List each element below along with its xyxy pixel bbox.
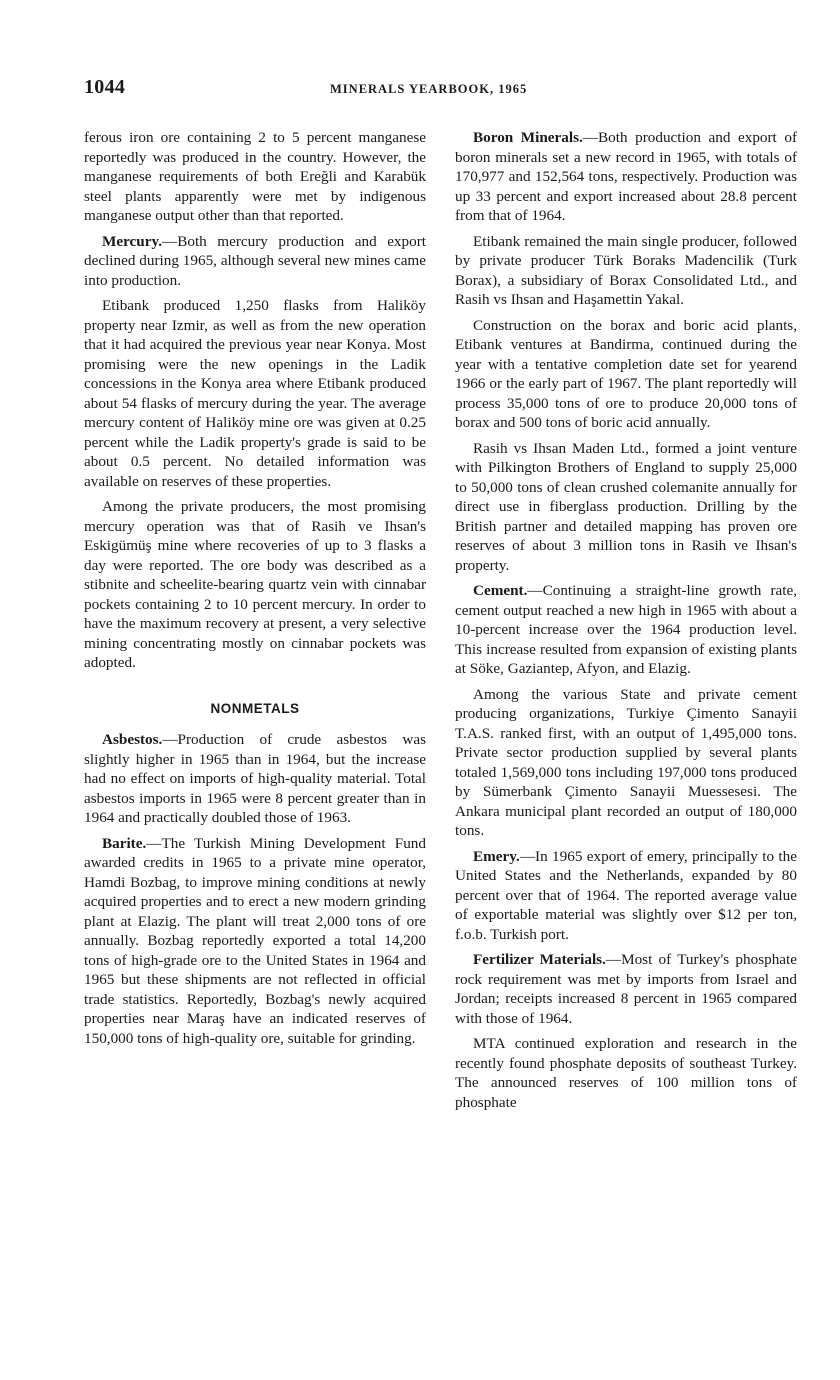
paragraph-asbestos bbox=[84, 730, 426, 828]
paragraph-boron-minerals bbox=[455, 128, 797, 226]
paragraph-cement bbox=[455, 581, 797, 679]
paragraph-private-mercury: Among the private producers, the most promising mercury operation was that of Rasih ve Ihsan's Eskigümüş mine where recoveries of up to 3 flasks a day were reported. The ore body was described as a stibnite and scheelite-bearing quartz vein with cinnabar pockets containing 2 to 10 percent mercury. In order to have the maximum recovery at present, a very selective mining concentrating mostly on cinnabar pockets was adopted. bbox=[84, 498, 426, 671]
paragraph-etibank-mercury: Etibank produced 1,250 flasks from Haliköy property near Izmir, as well as from the new operation that it had acquired the previous year near Konya. Most promising were the new openings in the Ladik concessions in the Konya area where Etibank produced about 54 flasks of mercury during the year. The average mercury content of Haliköy mine ore was given at 0.25 percent while the Ladik property's grade is said to be about 0.5 percent. No detailed information was available on reserves of these properties. bbox=[84, 297, 426, 490]
paragraph-text: —Both production and export of boron minerals set a new record in 1965, with totals of 170,977 and 152,564 tons, respectively. Production was up 33 percent and export increased about 28.8 percent from that of 1964. bbox=[455, 129, 798, 224]
paragraph-mta-phosphate: MTA continued exploration and research in the recently found phosphate deposits of southeast Turkey. The announced reserves of 100 million tons of phosphate bbox=[455, 1035, 797, 1111]
paragraph-barite bbox=[84, 834, 426, 1049]
subsection-title-cement: Cement. bbox=[473, 582, 528, 599]
running-title: MINERALS YEARBOOK, 1965 bbox=[330, 82, 528, 96]
paragraph-text: —In 1965 export of emery, principally to the United States and the Netherlands, expanded by 80 percent over that of 1964. The reported average value of exportable material was slightly over $12 per ton, f.o.b. Turkish port. bbox=[455, 847, 797, 943]
subsection-title-barite: Barite. bbox=[102, 834, 147, 852]
paragraph-text: —Most of Turkey's phosphate rock requirement was met by imports from Israel and Jordan; receipts increased 8 percent in 1965 compared with those of 1964. bbox=[455, 951, 797, 1027]
paragraph-emery bbox=[455, 847, 797, 945]
paragraph-joint-venture: Rasih vs Ihsan Maden Ltd., formed a joint venture with Pilkington Brothers of England to supply 25,000 to 50,000 tons of clean crushed colemanite annually for direct use in fiberglass production. Drilling by the British partner and detailed mapping has proven ore reserves of about 3 million tons in Rasih ve Ihsan's property. bbox=[455, 439, 797, 574]
right-column bbox=[455, 128, 797, 1118]
paragraph-borax-plants: Construction on the borax and boric acid plants, Etibank ventures at Bandirma, continued during the year with a tentative completion date set for yearend 1966 or the early part of 1967. The plant reportedly will process 35,000 tons of ore to produce 20,000 tons of borax and 500 tons of boric acid annually. bbox=[455, 316, 797, 431]
page-number: 1044 bbox=[84, 76, 126, 98]
subsection-title-fertilizer: Fertilizer Materials. bbox=[473, 951, 606, 968]
left-column bbox=[84, 128, 426, 1054]
paragraph-text: —Production of crude asbestos was slightly higher in 1965 than in 1964, but the increase had no effect on imports of high-quality material. Total asbestos imports in 1965 were 8 percent greater than in 1964 and practically doubled those of 1963. bbox=[84, 731, 426, 826]
paragraph-text: —Continuing a straight-line growth rate, cement output reached a new high in 1965 with about a 10-percent increase over the 1964 production level. This increase resulted from expansion of existing plants at Söke, Gaziantep, Afyon, and Elazig. bbox=[455, 582, 797, 677]
paragraph-cement-producers: Among the various State and private cement producing organizations, Turkiye Çimento Sanayii T.A.S. ranked first, with an output of 1,495,000 tons. Private sector production supplied by several plants totaled 1,569,000 tons including 197,000 tons produced by Sümerbank Çimento Sanayii Muessesesi. The Ankara municipal plant recorded an output of 180,000 tons. bbox=[455, 685, 797, 839]
subsection-title-boron: Boron Minerals. bbox=[473, 129, 583, 146]
paragraph-text: —The Turkish Mining Development Fund awarded credits in 1965 to a private mine operator, Hamdi Bozbag, to improve mining conditions at newly acquired properties and to erect a new modern grinding plant at Elazig. The plant will treat 2,000 tons of ore annually. Bozbag reportedly exported a total 14,200 tons of high-grade ore to the United States in 1964 and 1965 but these shipments are not reflected in official trade statistics. Reportedly, Bozbag's newly acquired properties near Maraş have an indicated reserves of 150,000 tons of high-quality ore, suitable for grinding. bbox=[84, 834, 426, 1047]
paragraph-etibank-boron: Etibank remained the main single producer, followed by private producer Türk Boraks Madencilik (Turk Borax), a subsidiary of Borax Consolidated Ltd., and Rasih vs Ihsan and Haşamettin Yakal. bbox=[455, 232, 797, 308]
paragraph-mercury-intro bbox=[84, 232, 426, 291]
paragraph-fertilizer bbox=[455, 950, 797, 1028]
subsection-title-mercury: Mercury. bbox=[102, 232, 163, 250]
paragraph-manganese-continued: ferous iron ore containing 2 to 5 percent manganese reportedly was produced in the country. However, the manganese requirements of both Ereğli and Karabük steel plants apparently were met by indigenous manganese output other than that reported. bbox=[84, 129, 426, 224]
paragraph-text: —Both mercury production and export declined during 1965, although several new mines came into production. bbox=[84, 232, 426, 289]
subsection-title-asbestos: Asbestos. bbox=[102, 731, 163, 748]
subsection-title-emery: Emery. bbox=[473, 847, 520, 865]
section-heading-nonmetals: NONMETALS bbox=[210, 700, 300, 716]
